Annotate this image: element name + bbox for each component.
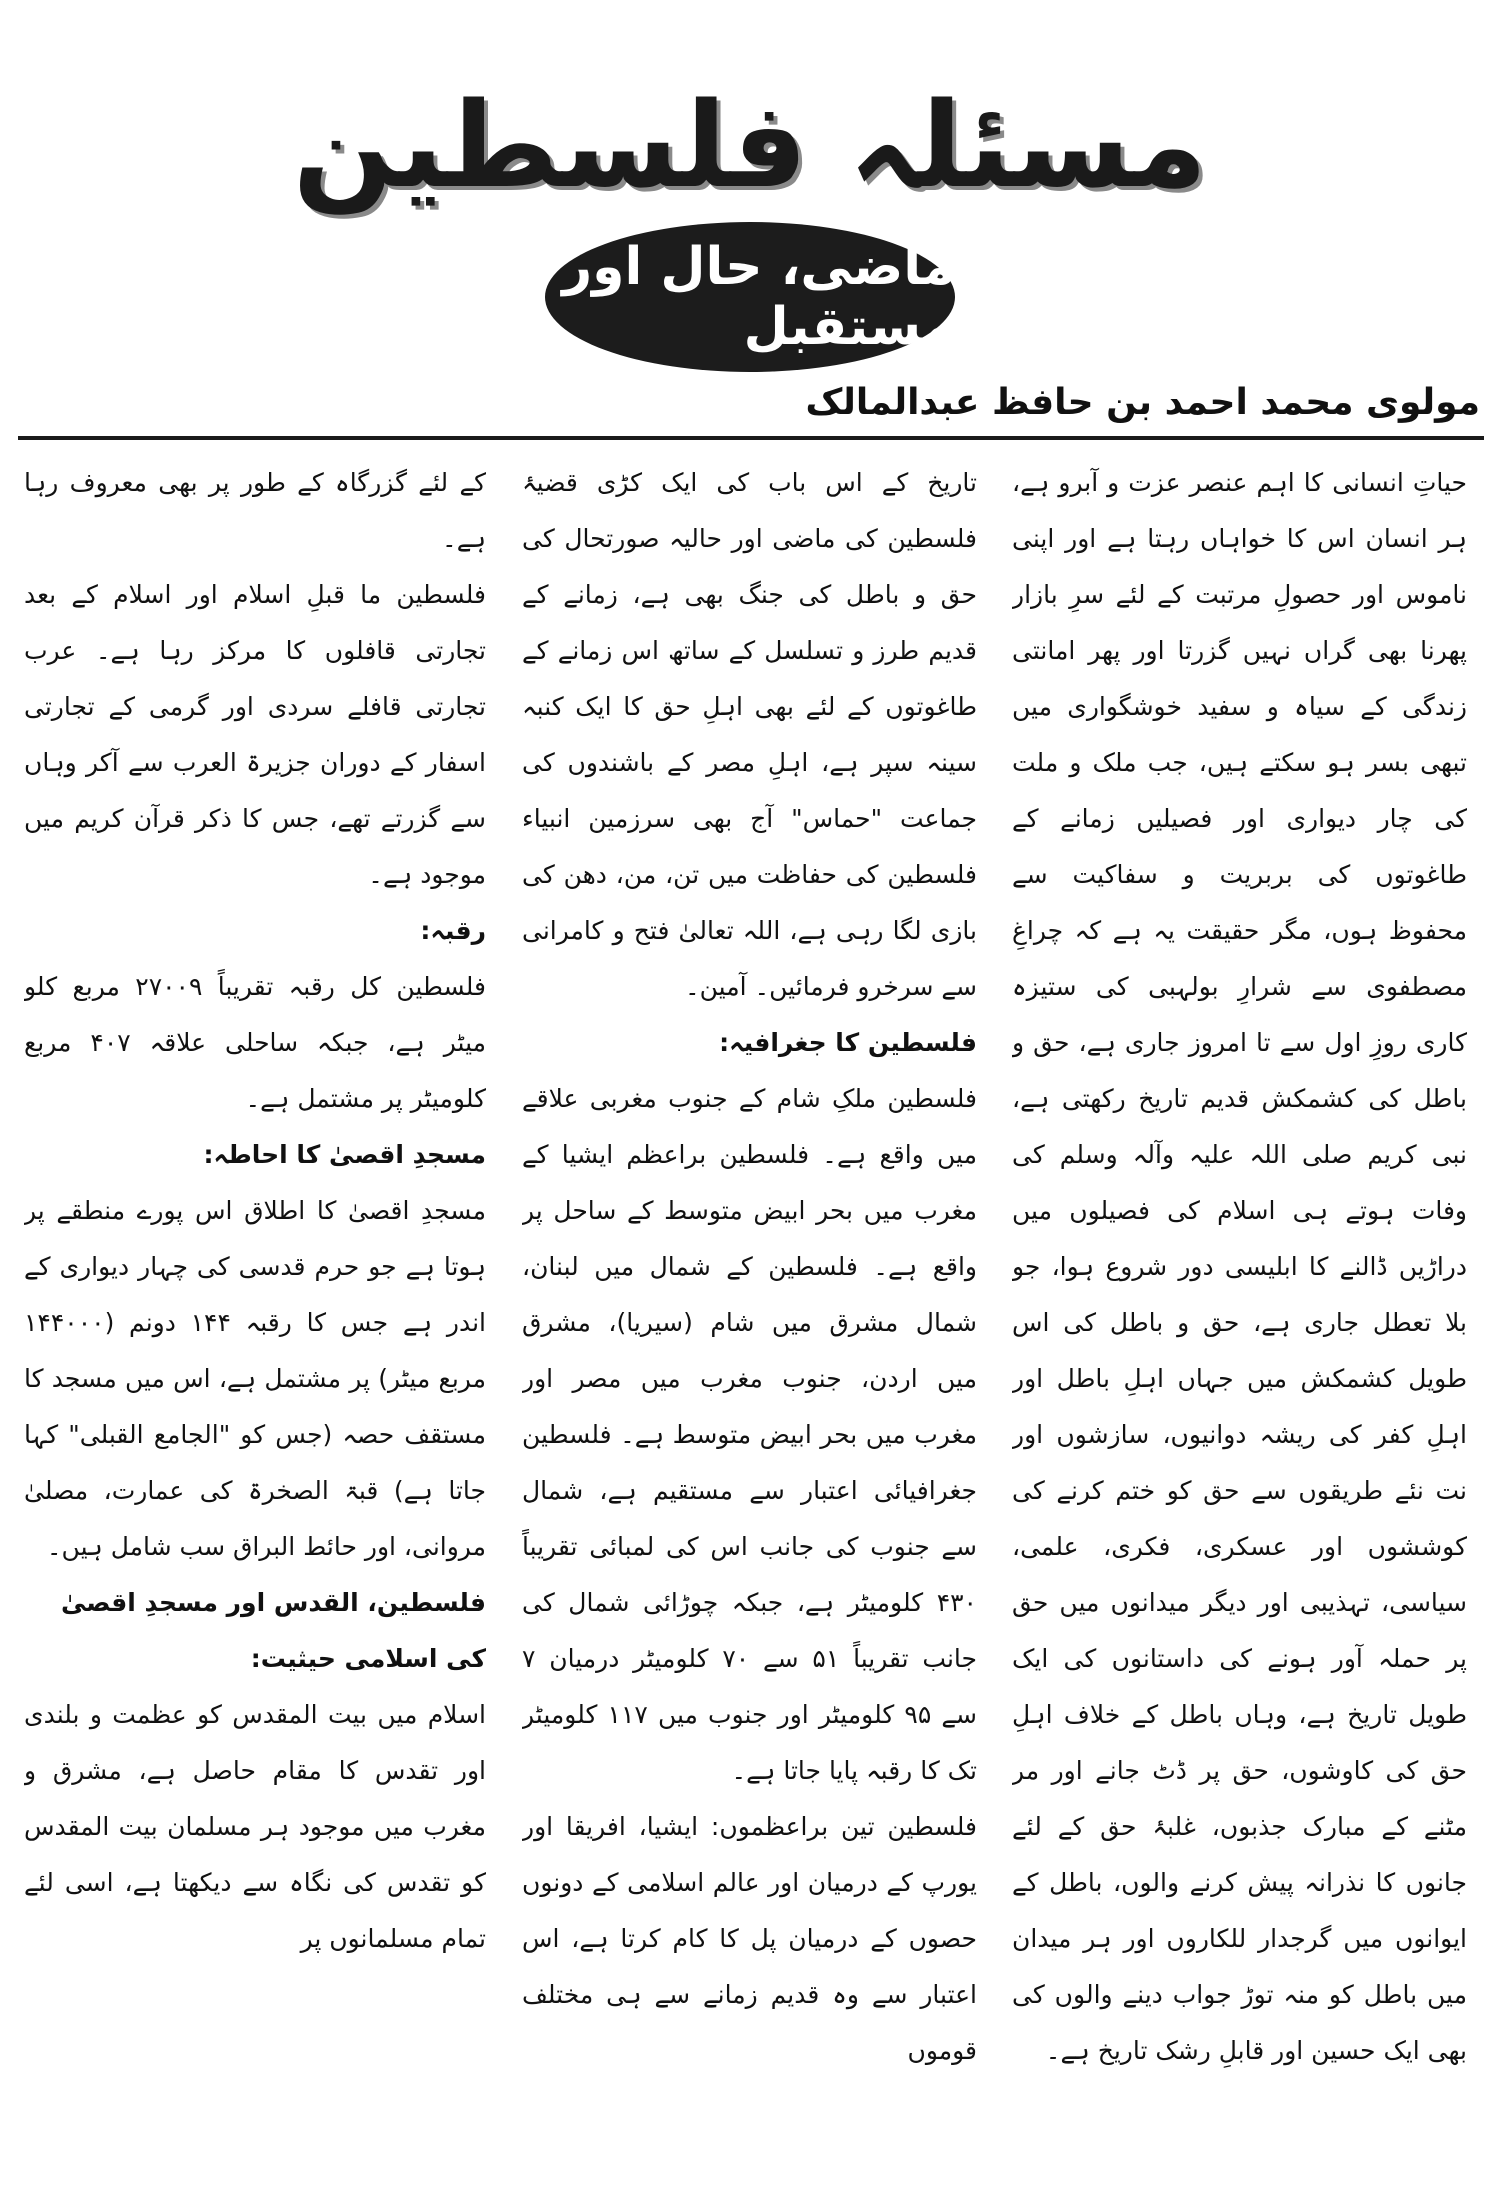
section-heading-aqsa-compound: مسجدِ اقصیٰ کا احاطہ: — [203, 1140, 486, 1169]
paragraph: فلسطین ملکِ شام کے جنوب مغربی علاقے میں واقع ہے۔ فلسطین براعظم ایشیا کے مغرب میں بحر ابیض متوسط کے ساحل پر واقع ہے۔ فلسطین کے شمال میں لبنان، شمال مشرق میں شام (سیریا)، مشرق میں اردن، جنوب مغرب میں مصر اور مغرب میں بحر ابیض متوسط ہے۔ فلسطین جغرافیائی اعتبار سے مستقیم ہے، شمال سے جنوب کی جانب اس کی لمبائی تقریباً ۴۳۰ کلومیٹر ہے، جبکہ چوڑائی شمال کی جانب تقریباً ۵۱ سے ۷۰ کلومیٹر درمیان ۷ سے ۹۵ کلومیٹر اور جنوب میں ۱۱۷ کلومیٹر تک کا رقبہ پایا جاتا ہے۔ — [522, 1084, 977, 1785]
paragraph: کے لئے گزرگاہ کے طور پر بھی معروف رہا ہے۔ — [24, 468, 486, 553]
column-middle — [522, 455, 977, 2175]
section-heading-geography: فلسطین کا جغرافیہ: — [719, 1028, 977, 1057]
paragraph: فلسطین کل رقبہ تقریباً ۲۷۰۰۹ مربع کلو میٹر ہے، جبکہ ساحلی علاقہ ۴۰۷ مربع کلومیٹر پر مشتمل ہے۔ — [24, 972, 486, 1113]
author-byline: مولوی محمد احمد بن حافظ عبدالمالک — [805, 382, 1480, 423]
column-left — [24, 455, 486, 2175]
paragraph: تاریخ کے اس باب کی ایک کڑی قضیۂ فلسطین کی ماضی اور حالیہ صورتحال کی حق و باطل کی جنگ بھی ہے، زمانے کے قدیم طرز و تسلسل کے ساتھ اس زمانے کے طاغوتوں کے لئے بھی اہلِ حق کا ایک کنبہ سینہ سپر ہے، اہلِ مصر کے باشندوں کی جماعت "حماس" آج بھی سرزمین انبیاء فلسطین کی حفاظت میں تن، من، دھن کی بازی لگا رہی ہے، اللہ تعالیٰ فتح و کامرانی سے سرخرو فرمائیں۔ آمین۔ — [522, 468, 977, 1001]
paragraph: حیاتِ انسانی کا اہم عنصر عزت و آبرو ہے، ہر انسان اس کا خواہاں رہتا ہے اور اپنی ناموس اور حصولِ مرتبت کے لئے سرِ بازار پھرنا بھی گراں نہیں گزرتا اور پھر امانتی زندگی کے سیاہ و سفید خوشگواری میں تبھی بسر ہو سکتے ہیں، جب ملک و ملت کی چار دیواری اور فصیلیں زمانے کے طاغوتوں کی بربریت و سفاکیت سے محفوظ ہوں، مگر حقیقت یہ ہے کہ چراغِ مصطفوی سے شرارِ بولہبی کی ستیزہ کاری روزِ اول سے تا امروز جاری ہے، حق و باطل کی کشمکش قدیم تاریخ رکھتی ہے، نبی کریم صلی اللہ علیہ وآلہ وسلم کی وفات ہوتے ہی اسلام کی فصیلوں میں دراڑیں ڈالنے کا ابلیسی دور شروع ہوا، جو بلا تعطل جاری ہے، حق و باطل کی اس طویل کشمکش میں جہاں اہلِ باطل اور اہلِ کفر کی ریشہ دوانیوں، سازشوں اور نت نئے طریقوں سے حق کو ختم کرنے کی کوششوں اور عسکری، فکری، علمی، سیاسی، تہذیبی اور دیگر میدانوں میں حق پر حملہ آور ہونے کی داستانوں کی ایک طویل تاریخ ہے، وہاں باطل کے خلاف اہلِ حق کی کاوشوں، حق پر ڈٹ جانے اور مر مٹنے کے مبارک جذبوں، غلبۂ حق کے لئے جانوں کا نذرانہ پیش کرنے والوں، باطل کے ایوانوں میں گرجدار للکاروں اور ہر میدان میں باطل کو منہ توڑ جواب دینے والوں کی بھی ایک حسین اور قابلِ رشک تاریخ ہے۔ — [1012, 468, 1467, 2065]
section-heading-area: رقبہ: — [420, 916, 486, 945]
paragraph: فلسطین ما قبلِ اسلام اور اسلام کے بعد تجارتی قافلوں کا مرکز رہا ہے۔ عرب تجارتی قافلے سردی اور گرمی کے تجارتی اسفار کے دوران جزیرۃ العرب سے آکر وہاں سے گزرتے تھے، جس کا ذکر قرآن کریم میں موجود ہے۔ — [24, 580, 486, 889]
page-title: مسئلہ فلسطین — [292, 76, 1208, 214]
paragraph: فلسطین تین براعظموں: ایشیا، افریقا اور یورپ کے درمیان اور عالم اسلامی کے دونوں حصوں کے درمیان پل کا کام کرتا ہے، اس اعتبار سے وہ قدیم زمانے سے ہی مختلف قوموں — [522, 1812, 977, 2065]
paragraph: مسجدِ اقصیٰ کا اطلاق اس پورے منطقے پر ہوتا ہے جو حرم قدسی کی چہار دیواری کے اندر ہے جس کا رقبہ ۱۴۴ دونم (۱۴۴۰۰۰ مربع میٹر) پر مشتمل ہے، اس میں مسجد کا مستقف حصہ (جس کو "الجامع القبلی" کہا جاتا ہے) قبۃ الصخرۃ کی عمارت، مصلیٰ مروانی، اور حائط البراق سب شامل ہیں۔ — [24, 1196, 486, 1561]
subtitle: ماضی، حال اور مستقبل — [562, 237, 955, 357]
column-right — [1012, 455, 1467, 2175]
subtitle-oval — [545, 222, 955, 372]
section-heading-islamic-status: فلسطین، القدس اور مسجدِ اقصیٰ کی اسلامی حیثیت: — [60, 1588, 486, 1673]
header-divider — [18, 436, 1484, 440]
paragraph: اسلام میں بیت المقدس کو عظمت و بلندی اور تقدس کا مقام حاصل ہے، مشرق و مغرب میں موجود ہر مسلمان بیت المقدس کو تقدس کی نگاہ سے دیکھتا ہے، اسی لئے تمام مسلمانوں پر — [24, 1700, 486, 1953]
